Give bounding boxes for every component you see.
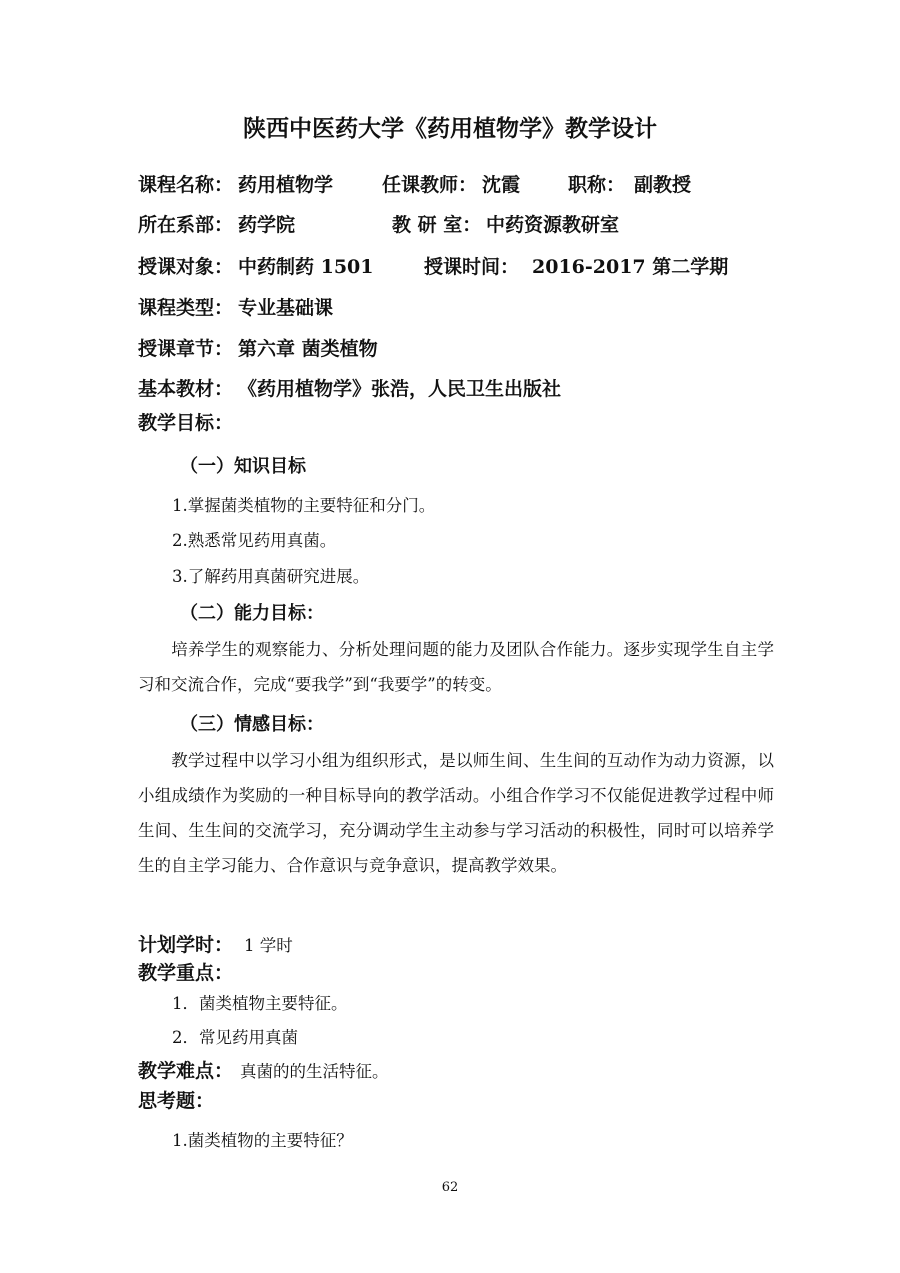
course-label: 课程名称：: [138, 174, 234, 196]
office-value: 中药资源教研室: [486, 214, 620, 236]
key-point-2: 2．常见药用真菌: [172, 1028, 298, 1047]
emotion-paragraph: 教学过程中以学习小组为组织形式，是以师生间、生生间的互动作为动力资源，以小组成绩作为奖励的一种目标导向的教学活动。小组合作学习不仅能促进教学过程中师生间、生生间的交流学习，充分调动学生主动参与学习活动的积极性，同时可以培养学生的自主学习能力、合作意识与竞争意识，提高教学效果。: [138, 751, 774, 875]
textbook-label: 基本教材：: [138, 378, 234, 400]
key-point-1: 1．菌类植物主要特征。: [172, 994, 348, 1013]
page-number: 62: [441, 1180, 459, 1195]
textbook-value: 《药用植物学》张浩，人民卫生出版社: [238, 378, 562, 400]
rank-label: 职称：: [568, 174, 626, 196]
hours-label: 计划学时：: [138, 934, 234, 956]
office-label: 教 研 室：: [392, 214, 482, 236]
key-points-label: 教学重点：: [138, 962, 234, 984]
type-value: 专业基础课: [238, 297, 334, 319]
knowledge-heading: （一）知识目标: [180, 456, 306, 477]
type-label: 课程类型：: [138, 297, 234, 319]
ability-heading: （二）能力目标：: [180, 603, 324, 624]
teacher-label: 任课教师：: [382, 174, 478, 196]
knowledge-item-2: 2.熟悉常见药用真菌。: [172, 531, 337, 550]
chapter-value: 第六章 菌类植物: [238, 338, 378, 360]
knowledge-item-1: 1.掌握菌类植物的主要特征和分门。: [172, 496, 436, 515]
difficulty-value: 真菌的的生活特征。: [240, 1062, 389, 1081]
hours-value: 1 学时: [244, 936, 293, 955]
time-value: 2016-2017 第二学期: [532, 256, 729, 278]
question-1: 1.菌类植物的主要特征？: [172, 1131, 353, 1150]
dept-label: 所在系部：: [138, 214, 234, 236]
rank-value: 副教授: [634, 174, 692, 196]
course-value: 药用植物学: [238, 174, 334, 196]
teacher-value: 沈霞: [482, 174, 521, 196]
goals-heading: 教学目标：: [138, 412, 234, 434]
target-label: 授课对象：: [138, 256, 234, 278]
ability-paragraph: 培养学生的观察能力、分析处理问题的能力及团队合作能力。逐步实现学生自主学习和交流合作，完成“要我学”到“我要学”的转变。: [138, 640, 774, 694]
target-value: 中药制药 1501: [238, 256, 374, 278]
knowledge-item-3: 3.了解药用真菌研究进展。: [172, 567, 370, 586]
difficulty-label: 教学难点：: [138, 1060, 234, 1082]
time-label: 授课时间：: [424, 256, 520, 278]
chapter-label: 授课章节：: [138, 338, 234, 360]
emotion-heading: （三）情感目标：: [180, 714, 324, 735]
page-title: 陕西中医药大学《药用植物学》教学设计: [243, 115, 657, 142]
dept-value: 药学院: [238, 214, 296, 236]
questions-label: 思考题：: [138, 1090, 215, 1112]
